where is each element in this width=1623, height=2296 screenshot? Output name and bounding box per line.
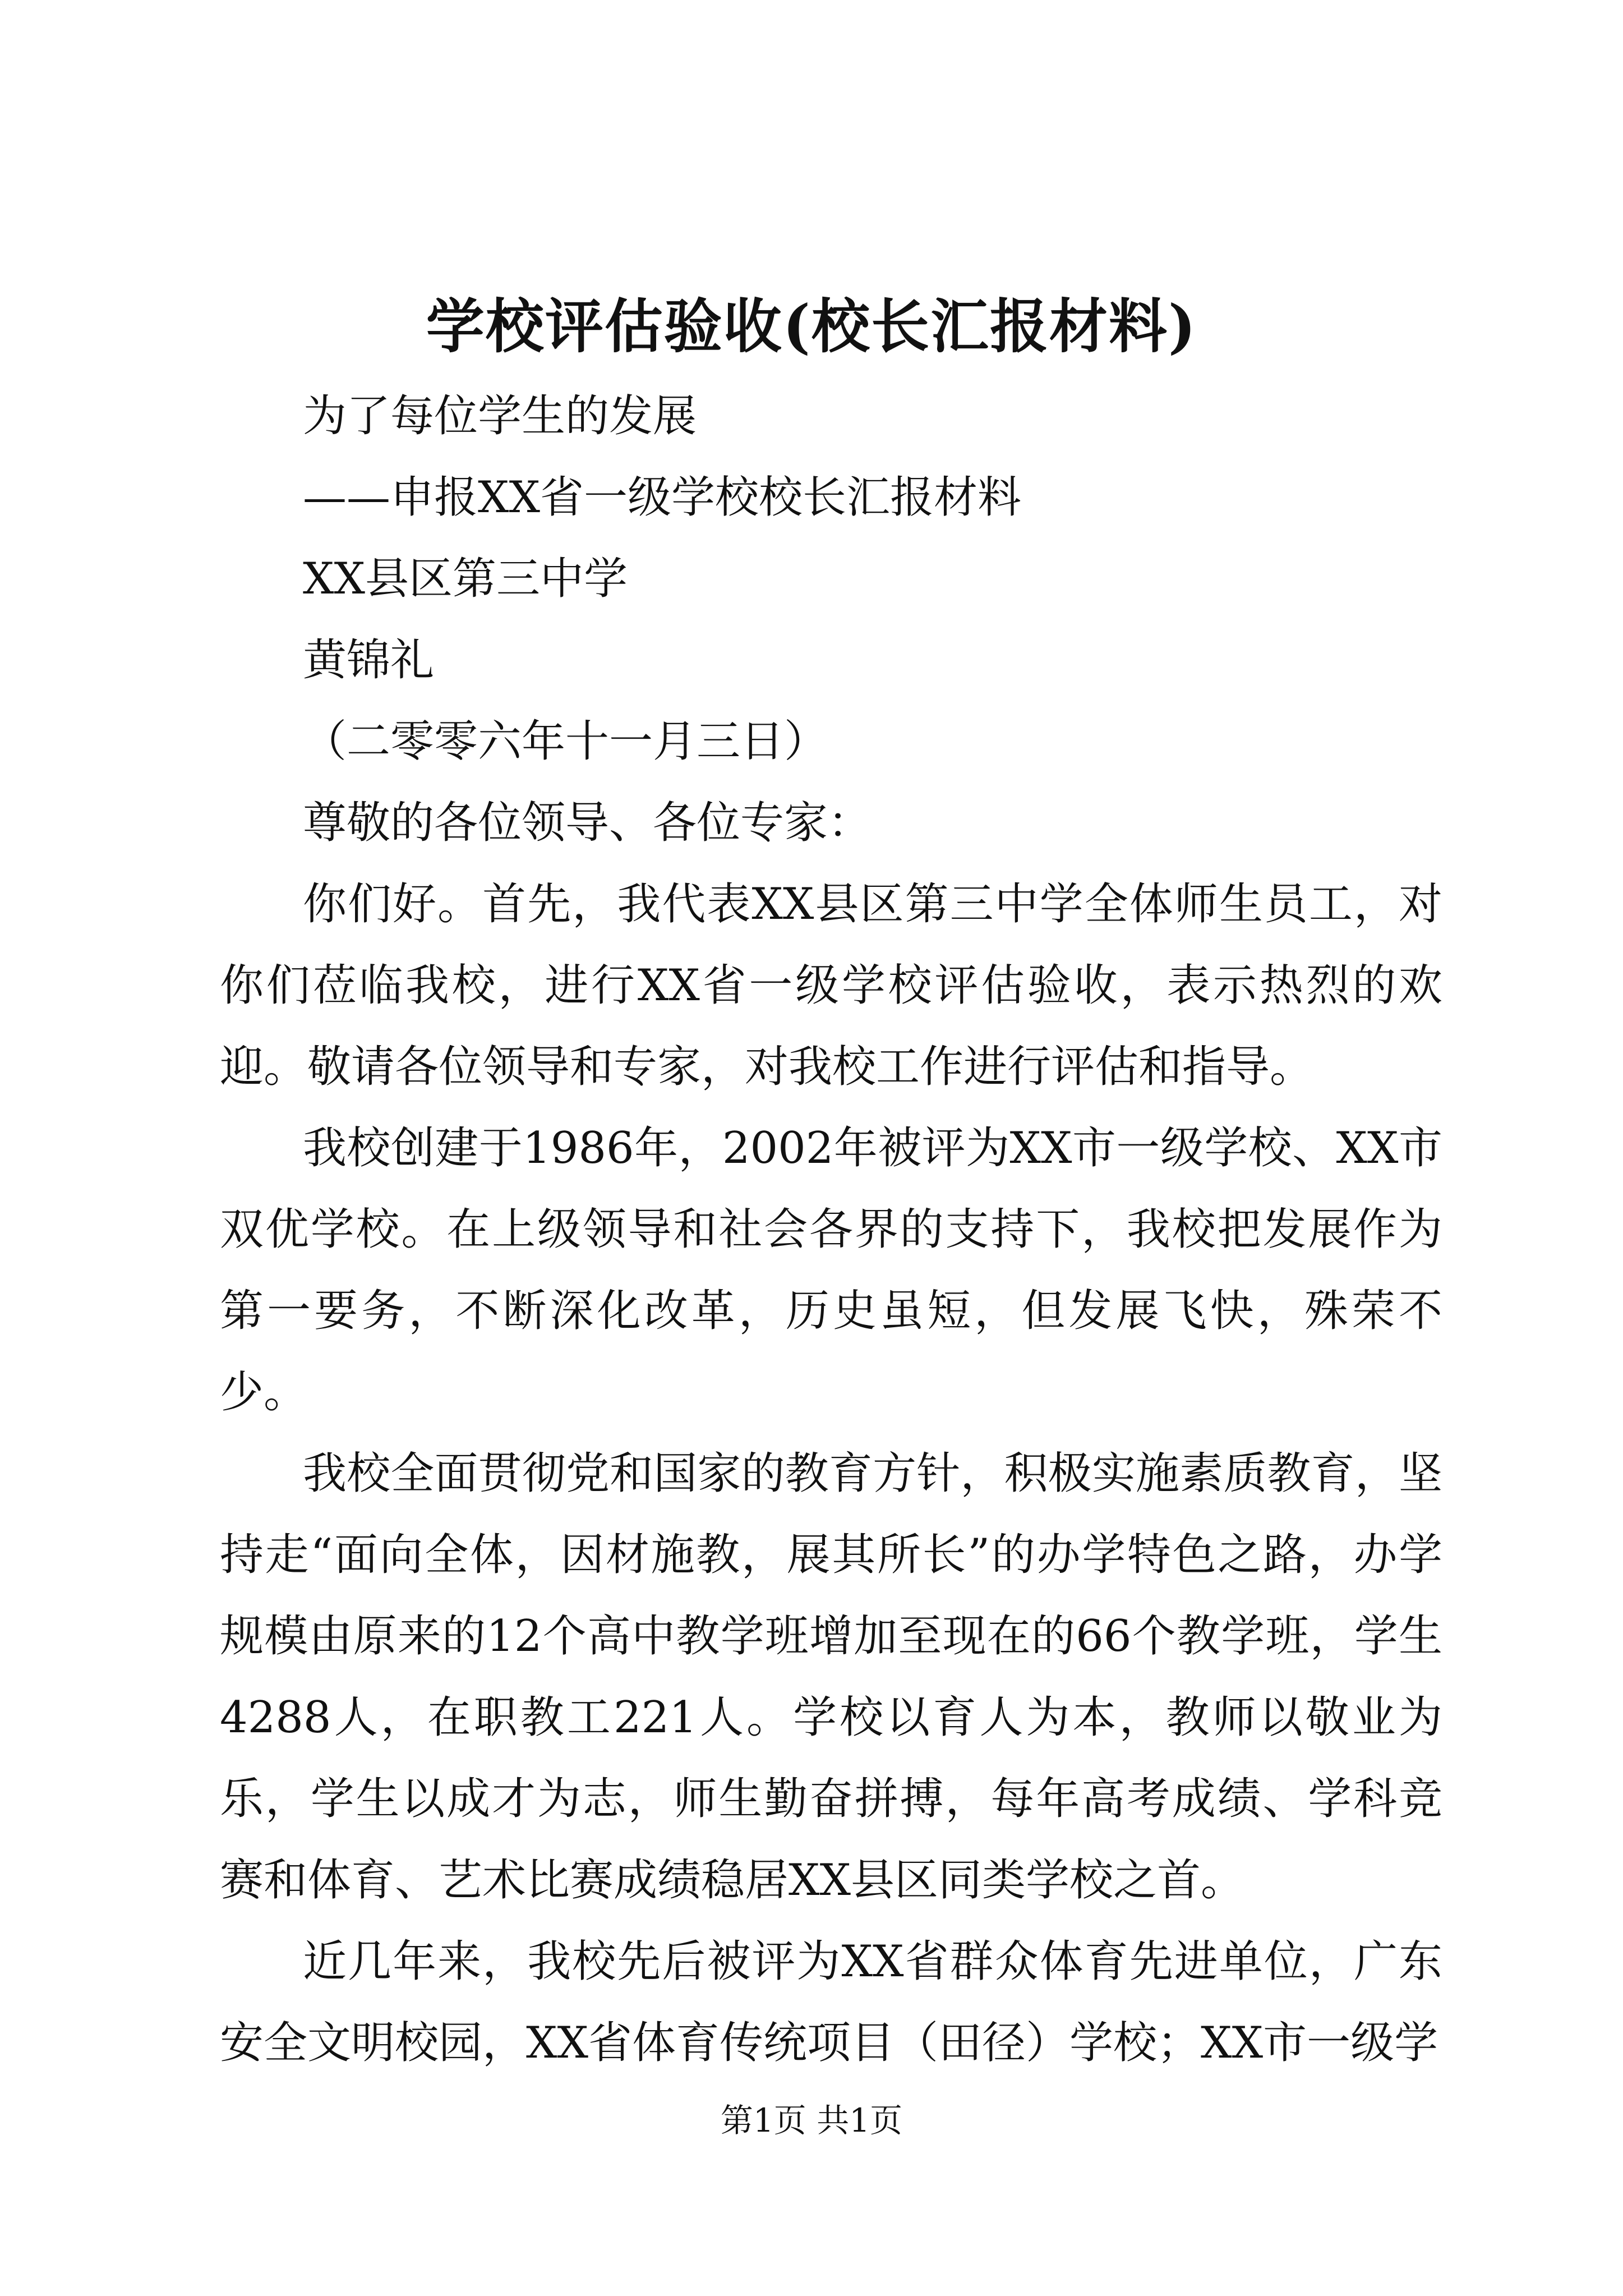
- paragraph-history: 我校创建于1986年，2002年被评为XX市一级学校、XX市双优学校。在上级领导和社会各界的支持下，我校把发展作为第一要务，不断深化改革，历史虽短，但发展飞快，殊荣不少。: [220, 1123, 1442, 1418]
- report-date: （二零零六年十一月三日）: [303, 716, 828, 767]
- paragraph-welcome: 你们好。首先，我代表XX县区第三中学全体师生员工，对你们莅临我校，进行XX省一级学校评估验收，表示热烈的欢迎。敬请各位领导和专家，对我校工作进行评估和指导。: [220, 879, 1442, 1092]
- document-title: 学校评估验收(校长汇报材料): [426, 292, 1197, 361]
- document-body: [220, 376, 1442, 2084]
- author-name: 黄锦礼: [303, 635, 435, 685]
- school-name: XX县区第三中学: [303, 554, 628, 604]
- page-number: 第1页 共1页: [720, 2101, 903, 2139]
- motto-line: 为了每位学生的发展: [303, 391, 697, 441]
- report-subtitle: ——申报XX省一级学校校长汇报材料: [303, 472, 1022, 523]
- paragraph-policy: 我校全面贯彻党和国家的教育方针，积极实施素质教育，坚持走“面向全体，因材施教，展其所长”的办学特色之路，办学规模由原来的12个高中教学班增加至现在的66个教学班，学生4288人，在职教工221人。学校以育人为本，教师以敬业为乐，学生以成才为志，师生勤奋拼搏，每年高考成绩、学科竞赛和体育、艺术比赛成绩稳居XX县区同类学校之首。: [220, 1448, 1442, 1906]
- paragraph-honors: 近几年来，我校先后被评为XX省群众体育先进单位，广东安全文明校园，XX省体育传统项目（田径）学校；XX市一级学: [220, 1936, 1442, 2068]
- salutation: 尊敬的各位领导、各位专家：: [303, 798, 872, 848]
